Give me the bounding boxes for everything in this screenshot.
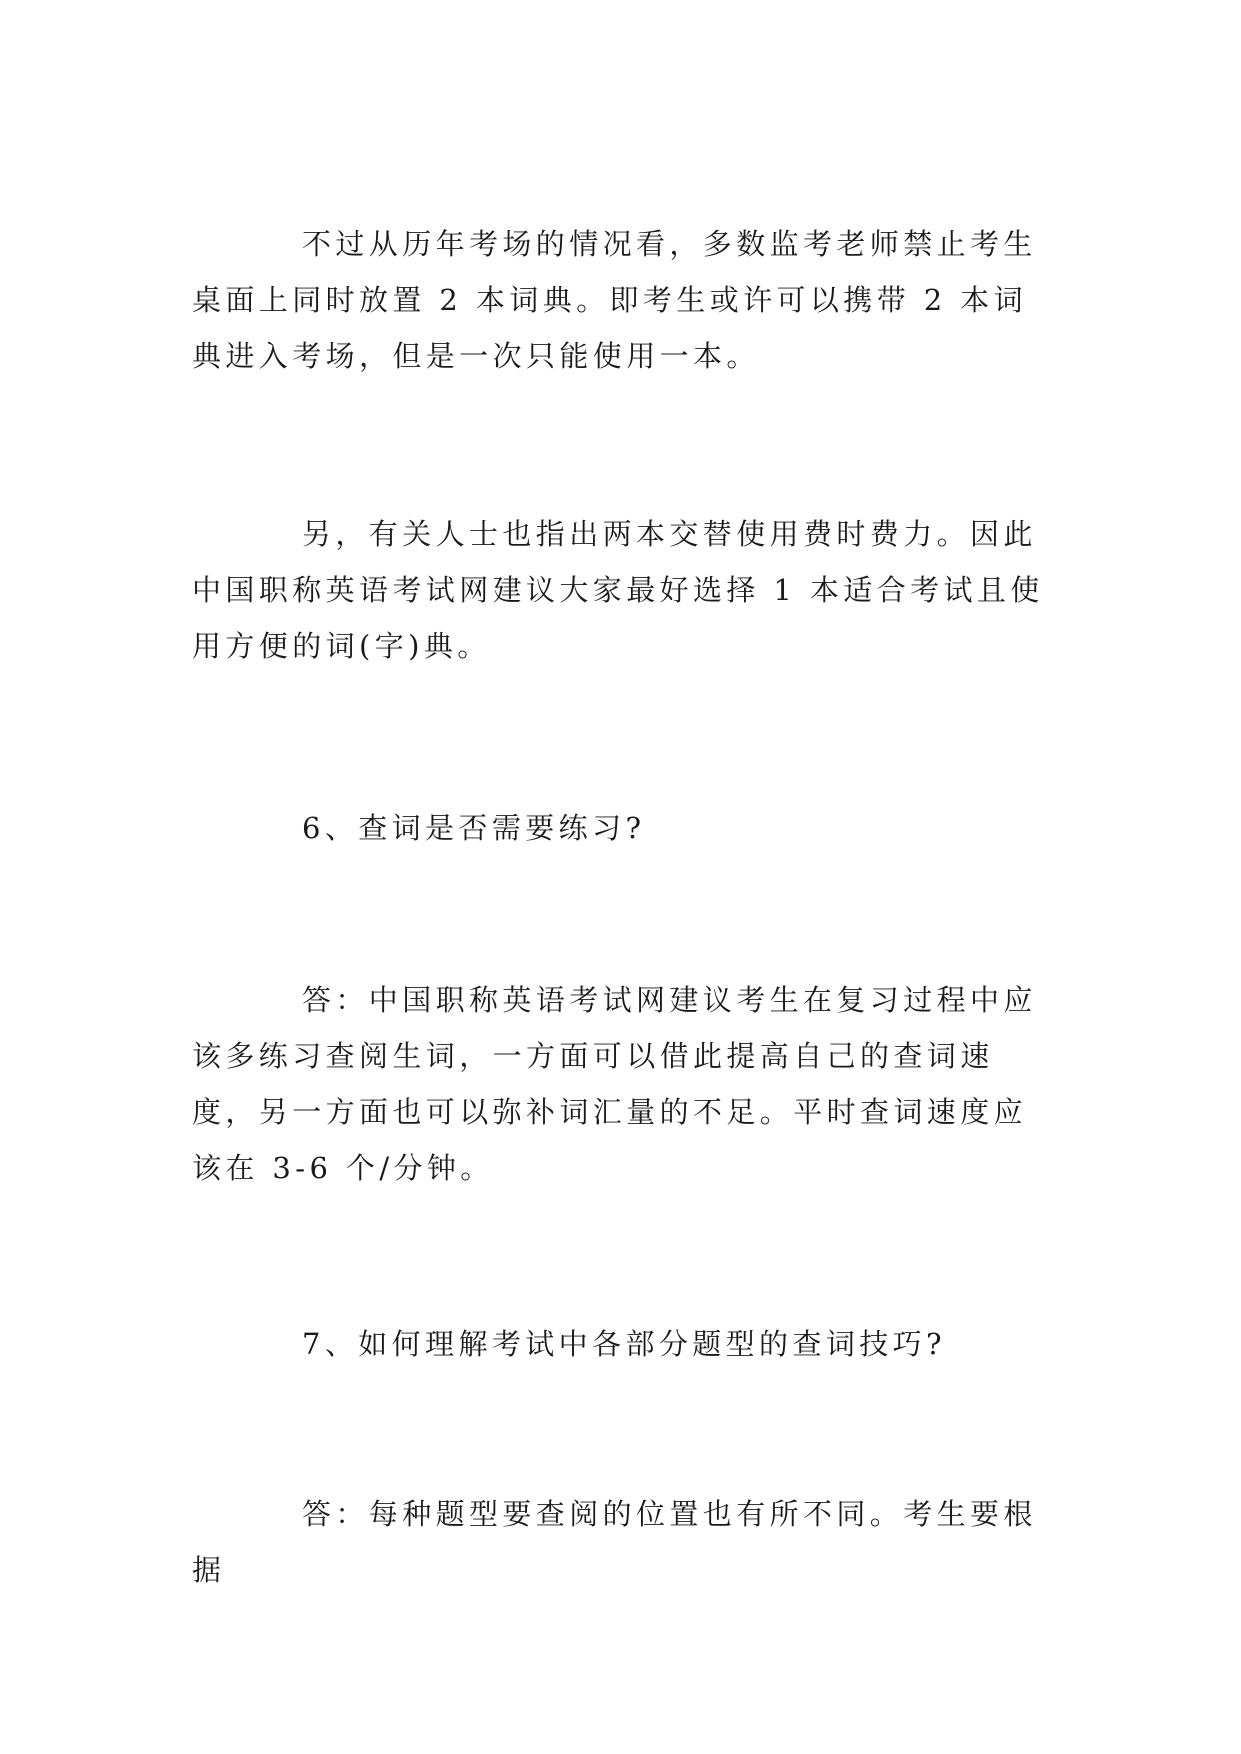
- paragraph-dictionary-rule: 不过从历年考场的情况看，多数监考老师禁止考生桌面上同时放置 2 本词典。即考生或许可以携带 2 本词典进入考场，但是一次只能使用一本。: [192, 227, 1037, 373]
- paragraph-recommendation: 另，有关人士也指出两本交替使用费时费力。因此中国职称英语考试网建议大家最好选择 1 本适合考试且使用方便的词(字)典。: [192, 517, 1044, 663]
- answer-paragraph-6: 答：中国职称英语考试网建议考生在复习过程中应该多练习查阅生词，一方面可以借此提高自己的查词速度，另一方面也可以弥补词汇量的不足。平时查词速度应该在 3-6 个/分钟。: [192, 983, 1037, 1185]
- question-heading-7: 7、如何理解考试中各部分题型的查词技巧?: [302, 1327, 946, 1361]
- question-heading-6: 6、查词是否需要练习?: [302, 811, 646, 845]
- answer-paragraph-7: 答：每种题型要查阅的位置也有所不同。考生要根据: [192, 1497, 1037, 1587]
